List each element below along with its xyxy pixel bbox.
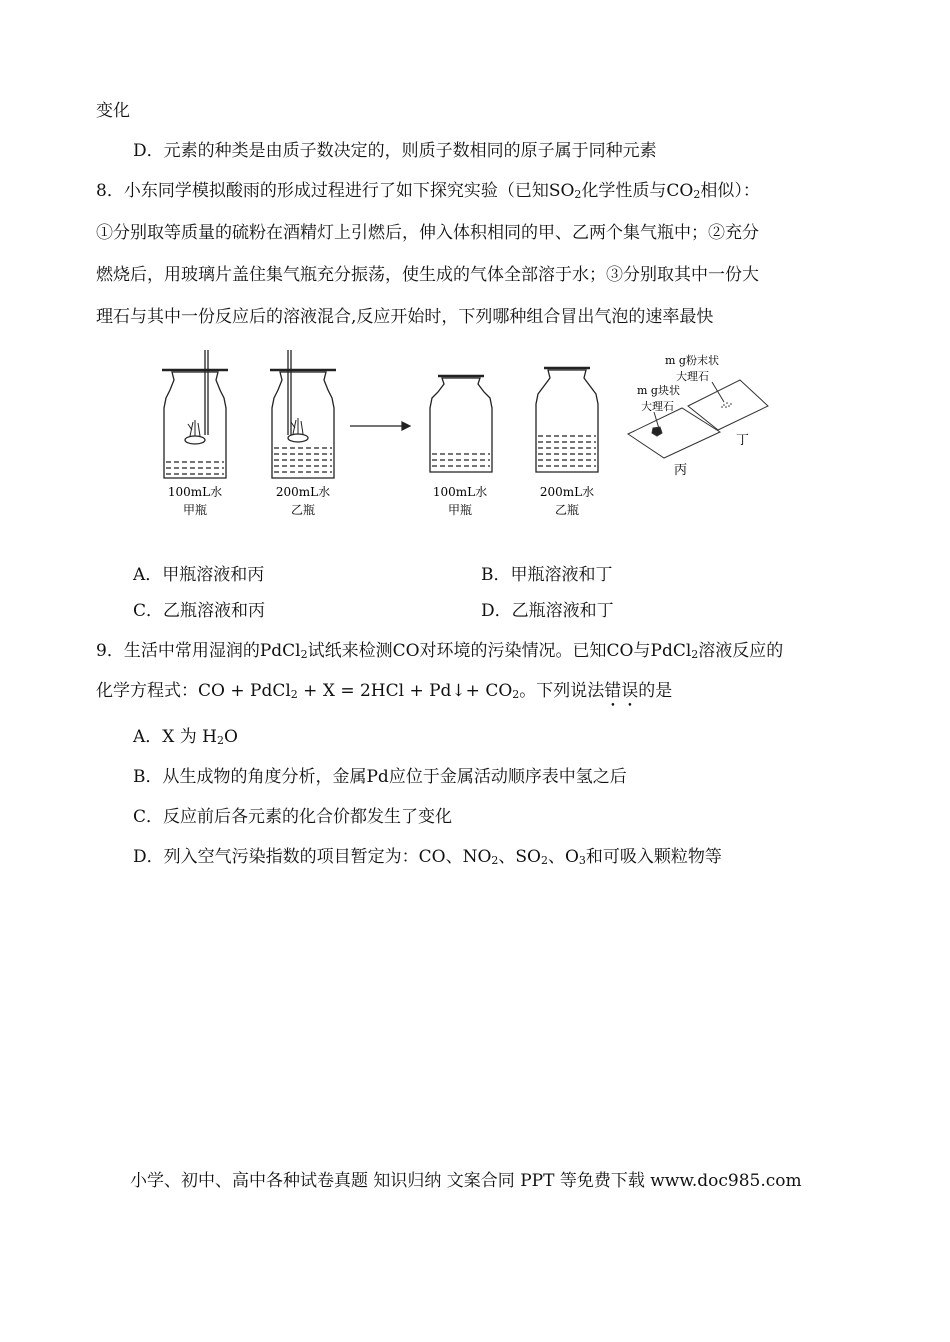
q9-option-d: D．列入空气污染指数的项目暂定为：CO、$NO_2$、$SO_2$、$O_3$和可吸入颗粒物等: [133, 847, 722, 867]
plate-d-label: 丁: [736, 433, 750, 448]
jar-1-label: 100mL水: [167, 485, 223, 499]
block-label-2: 大理石: [641, 400, 674, 413]
continuation-text: 变化: [96, 101, 130, 121]
plate-d: [688, 380, 768, 430]
jar-3: [430, 376, 492, 472]
experiment-figure: [150, 350, 770, 525]
block-label-1: m g块状: [637, 384, 680, 397]
jar-3-name: 甲瓶: [447, 503, 473, 517]
q8-line2: ①分别取等质量的硫粉在酒精灯上引燃后，伸入体积相同的甲、乙两个集气瓶中；②充分: [96, 223, 759, 243]
emphasis-word: 错误: [604, 681, 639, 701]
marble-block: [652, 427, 662, 436]
jar-1-name: 甲瓶: [182, 503, 208, 517]
jar-2-name: 乙瓶: [290, 503, 316, 517]
q9-line1: 9．生活中常用湿润的PdCl$_2$试纸来检测CO对环境的污染情况。已知CO与PdCl$_2$溶液反应的: [96, 641, 784, 661]
q9-option-b: B．从生成物的角度分析，金属Pd应位于金属活动顺序表中氢之后: [133, 767, 627, 787]
jar-3-label: 100mL水: [432, 485, 488, 499]
jar-2-label: 200mL水: [275, 485, 331, 499]
page-footer: 小学、初中、高中各种试卷真题 知识归纳 文案合同 PPT 等免费下载 www.doc985.com: [130, 1171, 802, 1191]
q9-option-a: A．X 为 $H_2O$: [133, 727, 238, 747]
q8-line1: 8．小东同学模拟酸雨的形成过程进行了如下探究实验（已知$SO_2$化学性质与$CO_2$相似）：: [96, 181, 760, 201]
q8-option-d: D．乙瓶溶液和丁: [481, 601, 614, 621]
jar-4-label: 200mL水: [539, 485, 595, 499]
q7-option-d: D．元素的种类是由质子数决定的，则质子数相同的原子属于同种元素: [133, 141, 657, 161]
q8-option-c: C．乙瓶溶液和丙: [133, 601, 266, 621]
powder-label-1: m g粉末状: [665, 354, 719, 367]
arrow: [350, 422, 410, 430]
plate-c-label: 丙: [674, 463, 688, 478]
q8-option-b: B．甲瓶溶液和丁: [481, 565, 613, 585]
q8-line3: 燃烧后，用玻璃片盖住集气瓶充分振荡，使生成的气体全部溶于水；③分别取其中一份大: [96, 265, 759, 285]
q8-line4: 理石与其中一份反应后的溶液混合,反应开始时，下列哪种组合冒出气泡的速率最快: [96, 307, 714, 327]
jar-4: [536, 368, 598, 472]
q9-line2: 化学方程式：CO + PdCl$_2$ + X = 2HCl + Pd↓+ $CO_2$。下列说法错误的是: [96, 681, 673, 701]
marble-powder: [721, 402, 732, 408]
jar-2: [270, 350, 336, 478]
plate-c: [628, 408, 720, 458]
jar-4-name: 乙瓶: [554, 503, 580, 517]
q8-option-a: A．甲瓶溶液和丙: [133, 565, 265, 585]
q9-option-c: C．反应前后各元素的化合价都发生了变化: [133, 807, 453, 827]
powder-label-2: 大理石: [676, 370, 709, 383]
jar-1: [162, 350, 228, 478]
